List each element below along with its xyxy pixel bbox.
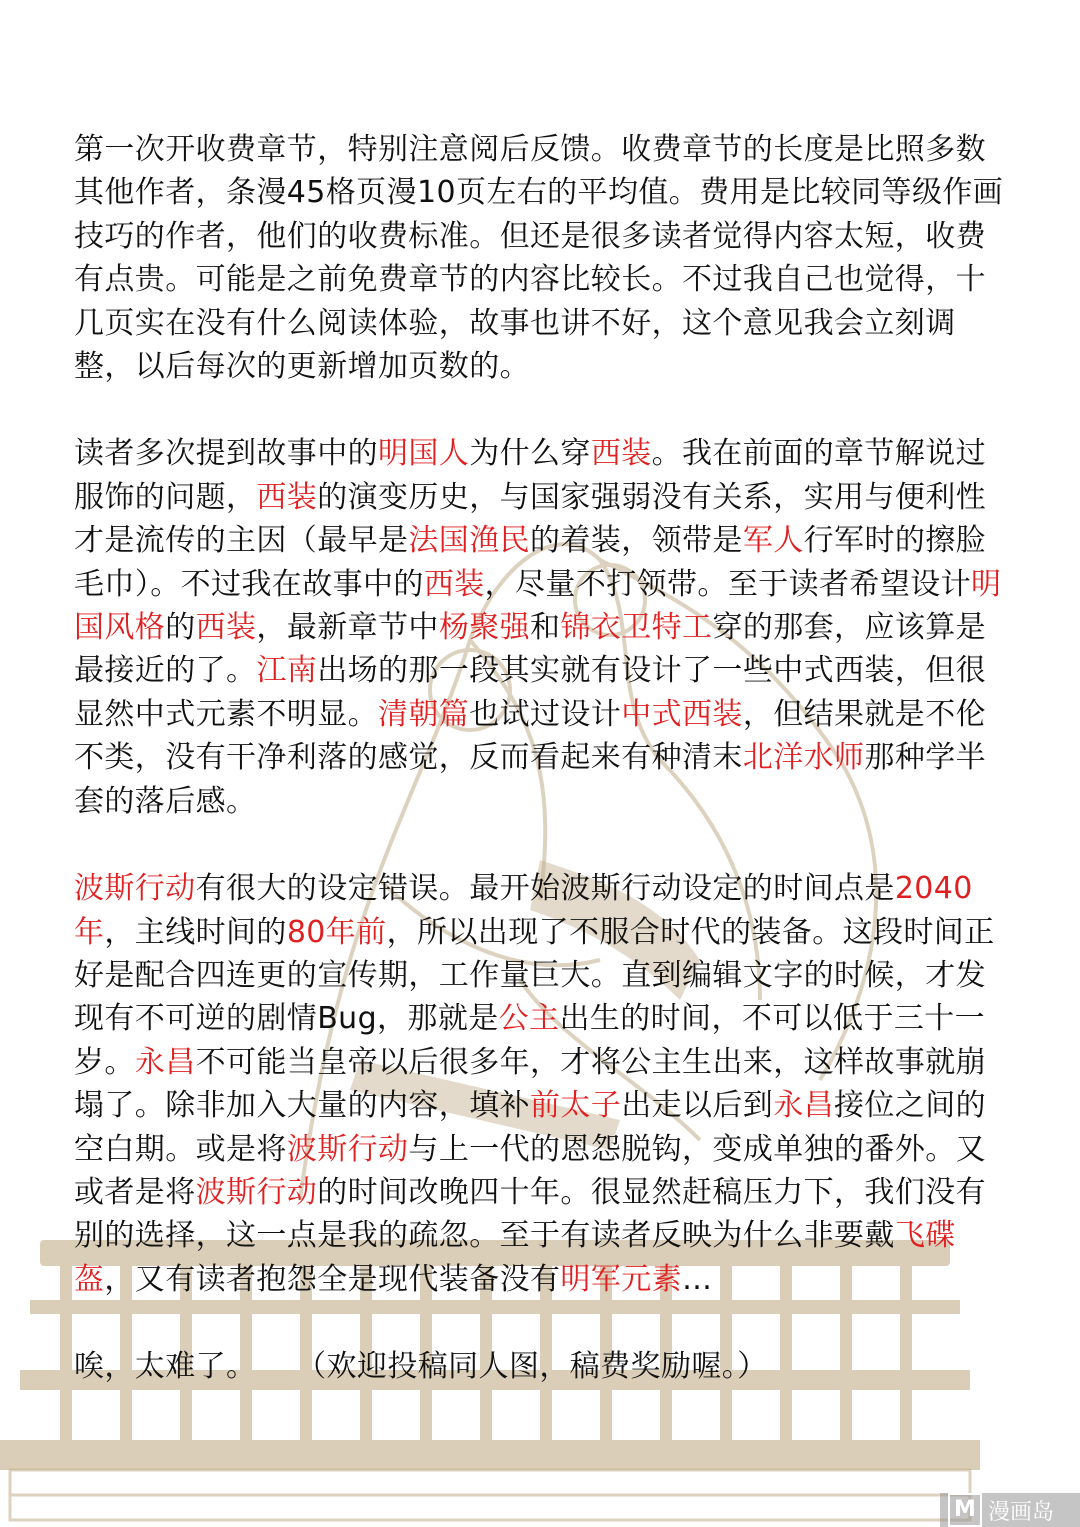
text-run: 也试过设计 [469,696,622,732]
text-run: 那种学半套的落后感。 [74,740,987,819]
text-run: 为什么穿 [469,436,591,472]
paragraph-suits [74,432,1006,823]
highlighted-term: 飞碟盔 [74,1218,956,1297]
highlighted-term: 西装 [423,566,485,602]
highlighted-term: 前太子 [530,1088,622,1124]
text-run: 出场的那一段其实就有设计了一些中式西装，但很显然中式元素不明显。 [74,653,987,732]
text-run: 行军时的擦脸毛巾）。不过我在故事中的 [74,523,987,602]
highlighted-term: 永昌 [134,1044,196,1080]
highlighted-term: 杨聚强 [438,610,531,646]
highlighted-term: 明国风格 [74,566,1002,646]
text-run: 出走以后到 [621,1088,774,1124]
paragraph-spacer [74,388,1006,432]
paragraph-fees [74,128,1006,388]
highlighted-term: 波斯行动 [286,1131,409,1167]
text-run: 出生的时间，不可以低于三十一岁。 [74,1001,986,1080]
text-run: ，最新章节中 [256,610,439,646]
text-run: 的着装，领带是 [530,523,743,559]
highlighted-term: 锦衣卫特工 [560,610,713,646]
closing-note: （欢迎投稿同人图，稿费奖励喔。） [296,1349,768,1385]
text-run: 的 [165,610,196,646]
highlighted-term: 明国人 [378,436,470,472]
closing-line [74,1345,1006,1388]
text-run: 的演变历史，与国家强弱没有关系，实用与便利性才是流传的主因（最早是 [74,479,987,559]
text-run: ，所以出现了不服合时代的装备。这段时间正好是配合四连更的宣传期，工作量巨大。直到编辑文字的时候，才发现有不可逆的剧情Bug，那就是 [74,914,995,1037]
paragraph-spacer [74,1301,1006,1345]
highlighted-term: 波斯行动 [74,871,196,907]
paragraph-persia-operation [74,867,1006,1301]
text-run: ，又有读者抱怨全是现代装备没有 [104,1261,561,1297]
watermark-logo-icon: M [948,1493,982,1527]
highlighted-term: 永昌 [773,1088,835,1124]
highlighted-term: 北洋水师 [742,740,865,776]
highlighted-term: 明军元素 [560,1261,683,1297]
paragraph-spacer [74,823,1006,867]
closing-sigh: 唉，太难了。 [74,1349,257,1385]
highlighted-term: 中式西装 [621,696,743,732]
text-run: ，但结果就是不伦不类，没有干净利落的感觉，反而看起来有种清末 [74,696,987,776]
highlighted-term: 西装 [590,436,652,472]
text-run: 接位之间的空白期。或是将 [74,1088,987,1167]
text-run: 不可能当皇帝以后很多年，才将公主生出来，这样故事就崩塌了。除非加入大量的内容，填补 [74,1044,987,1124]
text-run: 第一次开收费章节，特别注意阅后反馈。收费章节的长度是比照多数其他作者，条漫45格页漫10页左右的平均值。费用是比较同等级作画技巧的作者，他们的收费标准。但还是很多读者觉得内容太短，收费有点贵。可能是之前免费章节的内容比较长。不过我自己也觉得，十几页实在没有什么阅读体验，故事也讲不好，这个意见我会立刻调整，以后每次的更新增加页数的。 [74,132,1004,385]
text-run: … [682,1261,713,1297]
watermark-text: 漫画岛 [988,1499,1055,1525]
article-body [74,128,1006,1389]
highlighted-term: 法国渔民 [408,523,531,559]
highlighted-term: 西装 [195,610,257,646]
text-run: 的时间改晚四十年。很显然赶稿压力下，我们没有别的选择，这一点是我的疏忽。至于有读者反映为什么非要戴 [74,1174,987,1254]
highlighted-term: 西装 [256,479,318,515]
text-run: ，主线时间的 [104,914,287,950]
highlighted-term: 江南 [256,653,318,689]
highlighted-term: 80年前 [286,914,387,950]
highlighted-term: 波斯行动 [195,1174,318,1210]
text-run: ，尽量不打领带。至于读者希望设计 [484,566,972,602]
highlighted-term: 公主 [498,1001,560,1037]
highlighted-term: 军人 [742,523,804,559]
text-run: 有很大的设定错误。最开始波斯行动设定的时间点是 [195,871,895,907]
highlighted-term: 清朝篇 [378,696,470,732]
text-run: 读者多次提到故事中的 [74,436,378,472]
site-watermark [940,1493,1080,1527]
text-run: 和 [530,610,561,646]
text-run: 穿的那套，应该算是最接近的了。 [74,610,987,689]
text-run: 。我在前面的章节解说过服饰的问题， [74,436,987,515]
text-run: 与上一代的恩怨脱钩，变成单独的番外。又或者是将 [74,1131,987,1210]
highlighted-term: 2040年 [74,871,973,950]
